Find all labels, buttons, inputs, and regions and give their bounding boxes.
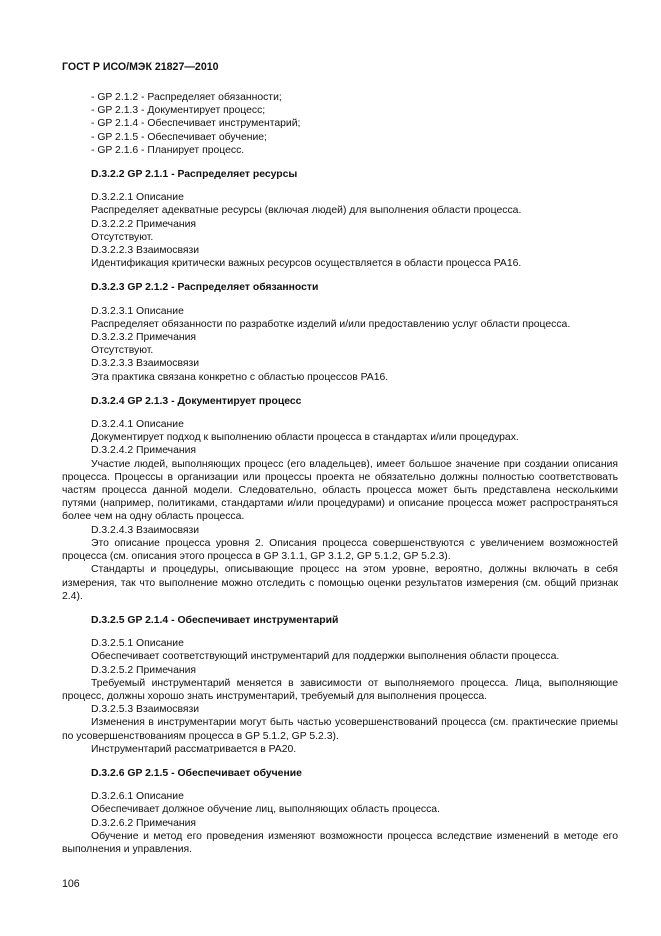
- subsection-title: D.3.2.5.2 Примечания: [91, 664, 197, 676]
- subsection-title: D.3.2.5.3 Взаимосвязи: [91, 704, 200, 716]
- subsection-title: D.3.2.3.2 Примечания: [91, 332, 197, 344]
- list-item: - GP 2.1.6 - Планирует процесс.: [91, 144, 245, 156]
- subsection-title: D.3.2.6.2 Примечания: [91, 817, 197, 829]
- subsection-title: D.3.2.4.1 Описание: [91, 419, 184, 431]
- paragraph: Стандарты и процедуры, описывающие процесс на этом уровне, вероятно, должны включать в себя измерения, так что выполнение можно отследить с помощью оценки результатов измерения (см. общий признак 2.4).: [62, 564, 618, 602]
- paragraph-line: Распределяет адекватные ресурсы (включая людей) для выполнения области процесса.: [91, 205, 522, 217]
- list-item: - GP 2.1.5 - Обеспечивает обучение;: [91, 131, 267, 143]
- paragraph-line: Обеспечивает должное обучение лиц, выполняющих область процесса.: [91, 804, 440, 816]
- subsection-title: D.3.2.6.1 Описание: [91, 791, 184, 803]
- subsection-title: D.3.2.2.2 Примечания: [91, 218, 197, 230]
- subsection-title: D.3.2.3.1 Описание: [91, 305, 184, 317]
- subsection-title: D.3.2.4.3 Взаимосвязи: [91, 524, 200, 536]
- paragraph-line: Отсутствуют.: [91, 345, 154, 357]
- section-heading: D.3.2.4 GP 2.1.3 - Документирует процесс: [91, 395, 302, 407]
- paragraph-line: Идентификация критически важных ресурсов осуществляется в области процесса PA16.: [91, 258, 522, 270]
- list-item: - GP 2.1.2 - Распределяет обязанности;: [91, 92, 282, 103]
- section-heading: D.3.2.6 GP 2.1.5 - Обеспечивает обучение: [91, 767, 302, 779]
- subsection-title: D.3.2.3.3 Взаимосвязи: [91, 358, 200, 370]
- paragraph-line: Эта практика связана конкретно с областью процессов PA16.: [91, 371, 389, 383]
- subsection-title: D.3.2.5.1 Описание: [91, 638, 184, 650]
- list-item: - GP 2.1.3 - Документирует процесс;: [91, 105, 266, 117]
- paragraph: Участие людей, выполняющих процесс (его владельцев), имеет большое значение при создании описания процесса. Процессы в организации или процессы проекта не обязательно должны полностью соответствовать частям процесса данной модели. Следовательно, область процесса может быть представлена несколькими путями (например, политиками, стандартами и/или процедурами) и описание процесса может распространяться более чем на одну область процесса.: [62, 458, 618, 523]
- subsection-title: D.3.2.2.1 Описание: [91, 192, 184, 204]
- paragraph-line: Обеспечивает соответствующий инструментарий для поддержки выполнения области процесса.: [91, 651, 560, 663]
- paragraph-line: Документирует подход к выполнению области процесса в стандартах и/или процедурах.: [91, 432, 519, 444]
- subsection-title: D.3.2.4.2 Примечания: [91, 445, 197, 457]
- paragraph-line: Отсутствуют.: [91, 231, 154, 243]
- page-number: 106: [62, 878, 80, 890]
- section-heading: D.3.2.2 GP 2.1.1 - Распределяет ресурсы: [91, 169, 298, 181]
- paragraph: Требуемый инструментарий меняется в зависимости от выполняемого процесса. Лица, выполняющие процесс, должны хорошо знать инструментарий, требуемый для выполнения процесса.: [62, 677, 618, 702]
- document-header: ГОСТ Р ИСО/МЭК 21827—2010: [62, 61, 219, 73]
- paragraph-line: Инструментарий рассматривается в PA20.: [91, 743, 297, 755]
- list-item: - GP 2.1.4 - Обеспечивает инструментарий;: [91, 118, 301, 130]
- section-heading: D.3.2.5 GP 2.1.4 - Обеспечивает инструментарий: [91, 614, 339, 626]
- paragraph-line: Распределяет обязанности по разработке изделий и/или предоставлению услуг области процесса.: [91, 318, 571, 330]
- subsection-title: D.3.2.2.3 Взаимосвязи: [91, 245, 200, 257]
- paragraph: Изменения в инструментарии могут быть частью усовершенствований процесса (см. практические приемы по усовершенствованиям процесса в GP 5.1.2, GP 5.2.3).: [62, 717, 618, 742]
- paragraph: Обучение и метод его проведения изменяют возможности процесса вследствие изменений в методе его выполнения и управления.: [62, 830, 618, 855]
- paragraph: Это описание процесса уровня 2. Описания процесса совершенствуются с увеличением возможностей процесса (см. описания этого процесса в GP 3.1.1, GP 3.1.2, GP 5.1.2, GP 5.2.3).: [62, 537, 618, 563]
- section-heading: D.3.2.3 GP 2.1.2 - Распределяет обязанности: [91, 282, 319, 294]
- page-content: [62, 91, 618, 856]
